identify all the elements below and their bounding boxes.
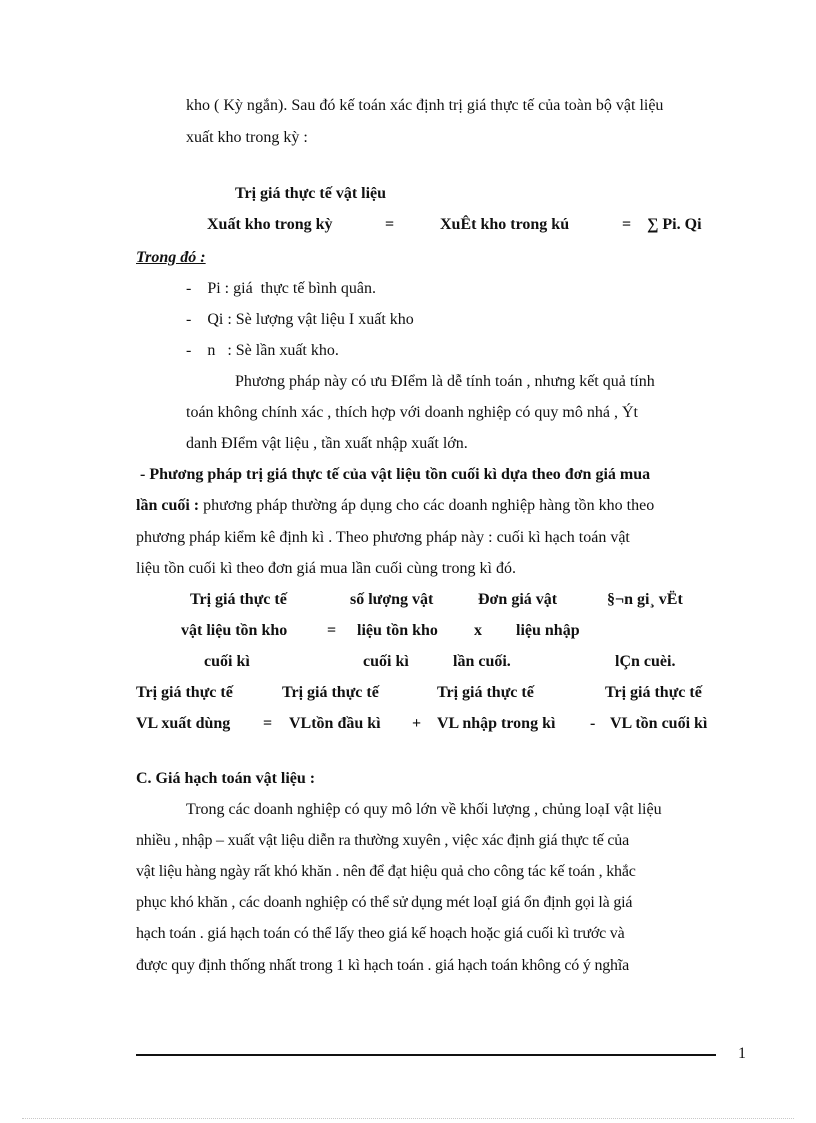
formula-term: VL tồn cuối kì: [610, 715, 708, 732]
paragraph-line: được quy định thống nhất trong 1 kì hạch toán . giá hạch toán không có ý nghĩa: [136, 957, 629, 974]
formula-term: vật liệu tồn kho: [181, 622, 288, 639]
formula-term: XuÊt kho trong kú: [440, 216, 570, 233]
paragraph-line: toán không chính xác , thích hợp với doanh nghiệp có quy mô nhá , Ýt: [186, 404, 638, 421]
bold-lead: lần cuối :: [136, 497, 200, 514]
bullet-item: - n : Sè lần xuất kho.: [186, 342, 339, 359]
formula-term: Trị giá thực tế: [136, 684, 233, 701]
paragraph-line: nhiều , nhập – xuất vật liệu diễn ra thường xuyên , việc xác định giá thực tế của: [136, 832, 630, 849]
formula-operator: =: [327, 622, 337, 639]
formula-operator: +: [412, 715, 422, 732]
footer-rule: [136, 1054, 716, 1056]
paragraph-line: [136, 496, 654, 516]
formula-operator: x: [474, 622, 482, 639]
paragraph-line: phục khó khăn , các doanh nghiệp có thể sử dụng mét loạI giá ổn định gọi là giá: [136, 894, 633, 911]
paragraph-line: vật liệu hàng ngày rất khó khăn . nên để đạt hiệu quả cho công tác kế toán , khắc: [136, 863, 636, 880]
formula-term: VL nhập trong kì: [437, 715, 556, 732]
paragraph-line: danh ĐIểm vật liệu , tần xuất nhập xuất lớn.: [186, 435, 468, 452]
paragraph-line: kho ( Kỳ ngắn). Sau đó kế toán xác định trị giá thực tế của toàn bộ vật liệu: [186, 97, 664, 114]
page-number: 1: [738, 1045, 746, 1062]
formula-term: Trị giá thực tế: [605, 684, 702, 701]
section-heading: - Phương pháp trị giá thực tế của vật liệu tồn cuối kì dựa theo đơn giá mua: [136, 466, 651, 483]
formula-term: cuối kì: [204, 653, 250, 670]
paragraph-text: phương pháp thường áp dụng cho các doanh nghiệp hàng tồn kho theo: [199, 497, 655, 514]
formula-term: lÇn cuèi.: [615, 653, 676, 670]
paragraph-line: xuất kho trong kỳ :: [186, 129, 308, 146]
paragraph-line: phương pháp kiểm kê định kì . Theo phương pháp này : cuối kì hạch toán vật: [136, 529, 630, 546]
formula-term: ∑ Pi. Qi: [647, 216, 702, 233]
section-heading: C. Giá hạch toán vật liệu :: [136, 770, 316, 787]
formula-term: VL xuất dùng: [136, 715, 231, 732]
formula-line: Trị giá thực tế vật liệu: [235, 185, 387, 202]
paragraph-line: Trong các doanh nghiệp có quy mô lớn về khối lượng , chủng loạI vật liệu: [186, 801, 662, 818]
formula-term: số lượng vật: [350, 591, 434, 608]
where-label: Trong đó :: [136, 249, 206, 266]
formula-term: §¬n gi¸ vËt: [607, 591, 683, 608]
formula-term: Trị giá thực tế: [282, 684, 379, 701]
formula-operator: -: [590, 715, 596, 732]
formula-term: liệu tồn kho: [357, 622, 438, 639]
formula-operator: =: [622, 216, 632, 233]
formula-operator: =: [385, 216, 395, 233]
formula-term: lần cuối.: [453, 653, 511, 670]
bullet-item: - Qi : Sè lượng vật liệu I xuất kho: [186, 311, 414, 328]
formula-term: cuối kì: [363, 653, 409, 670]
bullet-item: - Pi : giá thực tế bình quân.: [186, 280, 376, 297]
formula-term: Trị giá thực tế: [190, 591, 287, 608]
formula-term: Đơn giá vật: [478, 591, 558, 608]
paragraph-line: liệu tồn cuối kì theo đơn giá mua lần cuối cùng trong kì đó.: [136, 560, 516, 577]
paragraph-line: hạch toán . giá hạch toán có thể lấy theo giá kế hoạch hoặc giá cuối kì trước và: [136, 925, 625, 942]
formula-term: Xuất kho trong kỳ: [207, 216, 333, 233]
formula-operator: =: [263, 715, 273, 732]
formula-term: Trị giá thực tế: [437, 684, 534, 701]
formula-term: VLtồn đầu kì: [289, 715, 381, 732]
page-boundary: [22, 1118, 794, 1119]
paragraph-line: Phương pháp này có ưu ĐIểm là dễ tính toán , nhưng kết quả tính: [235, 373, 655, 390]
formula-term: liệu nhập: [516, 622, 580, 639]
